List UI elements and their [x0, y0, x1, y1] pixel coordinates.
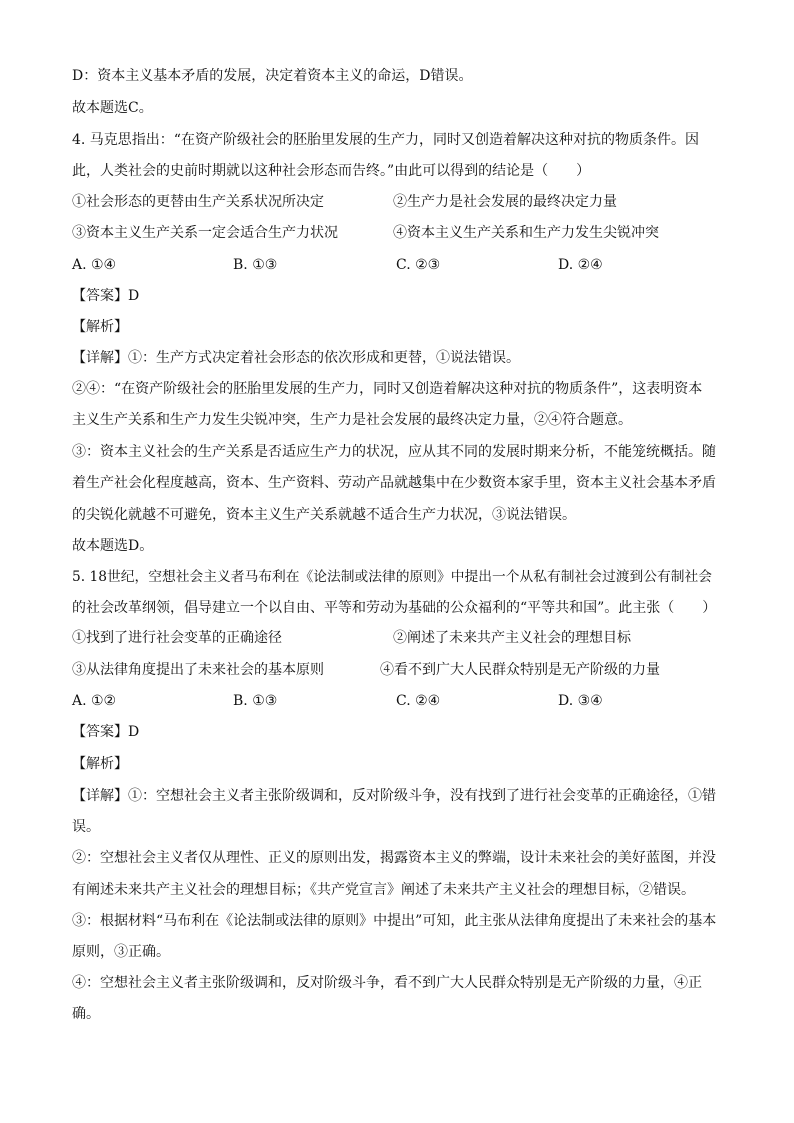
- q4-answer: 【答案】D: [72, 288, 140, 304]
- q5-analysis-label: 【解析】: [72, 756, 128, 772]
- q4-statement-3: ③资本主义生产关系一定会适合生产力状况: [72, 225, 338, 241]
- q4-statement-1: ①社会形态的更替由生产关系状况所决定: [72, 194, 324, 210]
- q4-detail-line-2: ②④：“在资产阶级社会的胚胎里发展的生产力，同时又创造着解决这种对抗的物质条件”，这表明资本: [72, 381, 703, 397]
- q5-option-b: B. ①③: [233, 693, 278, 709]
- q5-option-d: D. ③④: [558, 693, 603, 709]
- q4-stem-line-2: 此，人类社会的史前时期就以这种社会形态而告终。”由此可以得到的结论是（ ）: [72, 163, 591, 179]
- q4-statement-4: ④资本主义生产关系和生产力发生尖锐冲突: [393, 225, 659, 241]
- q4-stem-line-1: 4. 马克思指出：“在资产阶级社会的胚胎里发展的生产力，同时又创造着解决这种对抗的物质条件。因: [72, 132, 699, 148]
- q5-detail-line-6: 原则，③正确。: [72, 944, 170, 960]
- q5-answer: 【答案】D: [72, 724, 140, 740]
- q4-statement-2: ②生产力是社会发展的最终决定力量: [393, 194, 617, 210]
- q4-analysis-label: 【解析】: [72, 319, 128, 335]
- q4-detail-line-6: 的尖锐化就越不可避免，资本主义生产关系就越不适合生产力状况，③说法错误。: [72, 507, 576, 523]
- q5-detail-line-8: 确。: [72, 1006, 100, 1022]
- q5-detail-line-5: ③：根据材料“马布利在《论法制或法律的原则》中提出”可知，此主张从法律角度提出了未来社会的基本: [72, 913, 717, 929]
- q5-statement-1: ①找到了进行社会变革的正确途径: [72, 630, 282, 646]
- q3-conclusion: 故本题选C。: [72, 100, 153, 116]
- q4-conclusion: 故本题选D。: [72, 538, 154, 554]
- q5-detail-line-1: 【详解】①：空想社会主义者主张阶级调和，反对阶级斗争，没有找到了进行社会变革的正确途径，①错: [72, 788, 716, 804]
- q4-option-c: C. ②③: [396, 257, 441, 273]
- q4-option-b: B. ①③: [233, 257, 278, 273]
- q4-detail-line-1: 【详解】①：生产方式决定着社会形态的依次形成和更替，①说法错误。: [72, 350, 520, 366]
- q4-detail-line-5: 着生产社会化程度越高，资本、生产资料、劳动产品就越集中在少数资本家手里，资本主义社会基本矛盾: [72, 475, 716, 491]
- q4-option-d: D. ②④: [558, 257, 603, 273]
- q5-detail-line-7: ④：空想社会主义者主张阶级调和，反对阶级斗争，看不到广大人民群众特别是无产阶级的力量，④正: [72, 975, 702, 991]
- q4-option-a: A. ①④: [72, 257, 117, 273]
- q5-statement-4: ④看不到广大人民群众特别是无产阶级的力量: [380, 662, 660, 678]
- q5-detail-line-3: ②：空想社会主义者仅从理性、正义的原则出发，揭露资本主义的弊端，设计未来社会的美好蓝图，并没: [72, 850, 716, 866]
- q5-detail-line-4: 有阐述未来共产主义社会的理想目标；《共产党宣言》阐述了未来共产主义社会的理想目标，②错误。: [72, 882, 695, 898]
- q5-option-c: C. ②④: [396, 693, 441, 709]
- q4-detail-line-4: ③：资本主义社会的生产关系是否适应生产力的状况，应从其不同的发展时期来分析，不能笼统概括。随: [72, 444, 716, 460]
- q5-stem-line-1: 5. 18世纪，空想社会主义者马布利在《论法制或法律的原则》中提出一个从私有制社会过渡到公有制社会: [72, 569, 712, 585]
- q4-detail-line-3: 主义生产关系和生产力发生尖锐冲突，生产力是社会发展的最终决定力量，②④符合题意。: [72, 412, 632, 428]
- q5-statement-2: ②阐述了未来共产主义社会的理想目标: [393, 630, 631, 646]
- q5-statement-3: ③从法律角度提出了未来社会的基本原则: [72, 662, 324, 678]
- q3-option-d-analysis: D：资本主义基本矛盾的发展，决定着资本主义的命运，D错误。: [72, 68, 473, 84]
- q5-option-a: A. ①②: [72, 693, 117, 709]
- q5-detail-line-2: 误。: [72, 819, 100, 835]
- q5-stem-line-2: 的社会改革纲领，倡导建立一个以自由、平等和劳动为基础的公众福利的“平等共和国”。此主张（ ）: [72, 600, 717, 616]
